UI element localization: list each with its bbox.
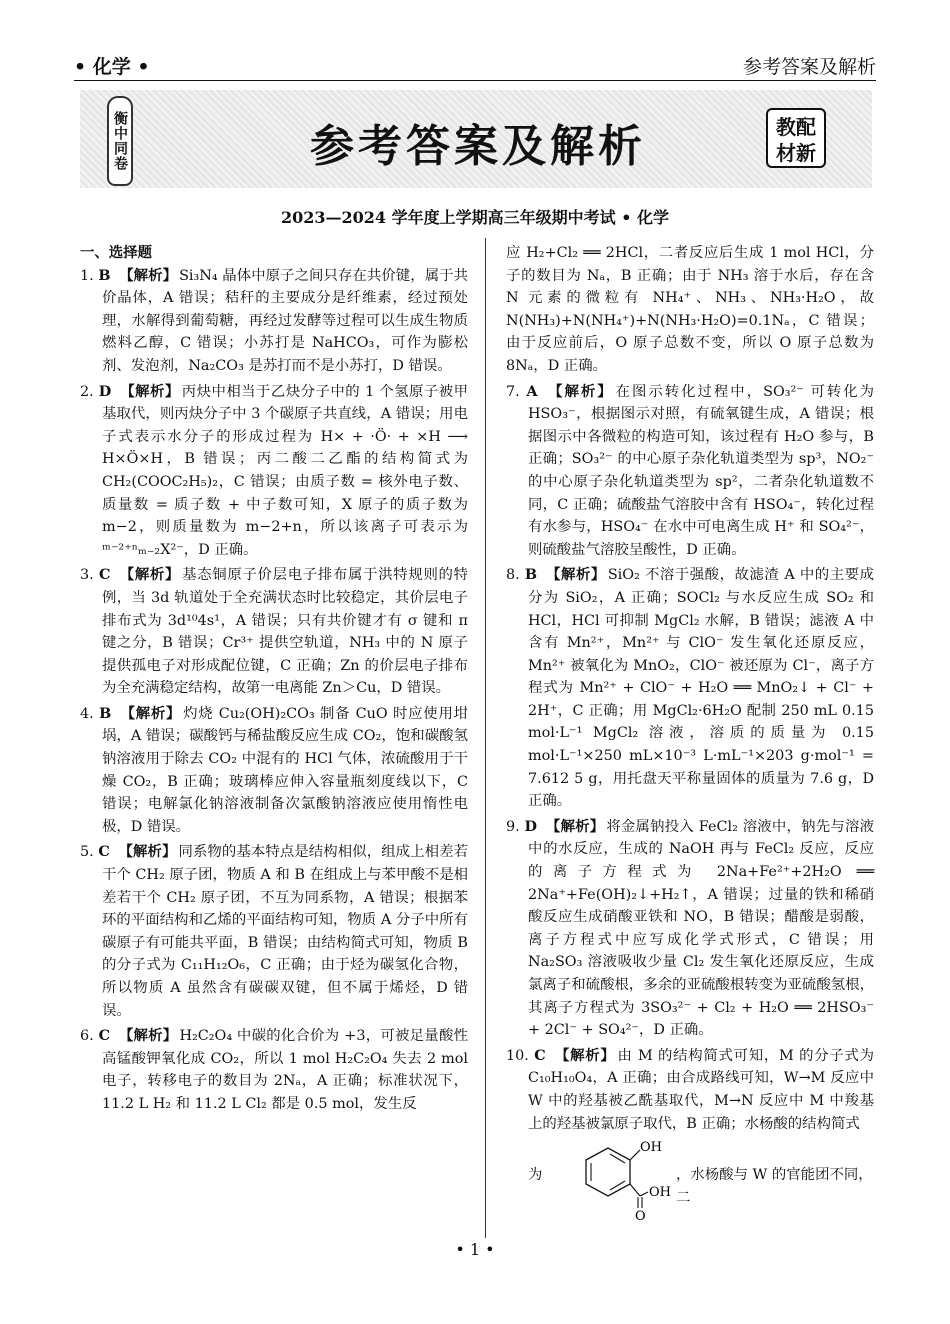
right-column (506, 242, 874, 1222)
question-4 (80, 703, 468, 839)
q-label: 【解析】 (120, 704, 182, 722)
hengzhong-stamp: 衡中同卷 (107, 96, 133, 186)
q-text: 由 M 的结构简式可知，M 的分子式为 C₁₀H₁₀O₄，A 正确；由合成路线可知，W→M 反应中 W 中的羟基被乙酰基取代，M→N 反应中 M 中羧基上的羟基被氯原子取代，B 正确；水杨酸的结构简式 (528, 1047, 874, 1132)
q-text: 在图示转化过程中，SO₃²⁻ 可转化为 HSO₃⁻，根据图示对照，有硫氧键生成，A 错误；根据图示中各微粒的构造可知，该过程有 H₂O 参与，B 正确；SO₃²⁻ 的中心原子杂化轨道类型为 sp³，NO₂⁻ 的中心原子杂化轨道类型为 sp²，二者杂化轨道数不同，C 正确；硫酸盐气溶胶中含有 HSO₄⁻，转化过程有水参与，HSO₄⁻ 在水中可电离生成 H⁺ 和 SO₄²⁻，则硫酸盐气溶胶呈酸性，D 正确。 (528, 383, 874, 558)
benzene-ring (586, 1148, 630, 1196)
q-label: 【解析】 (546, 566, 606, 584)
q-number: 10. (506, 1047, 529, 1064)
q-answer: B (98, 266, 111, 284)
q-text: 应 H₂+Cl₂ ══ 2HCl，二者反应后生成 1 mol HCl，分子的数目为 Nₐ，B 正确；由于 NH₃ 溶于水后，存在含 N 元素的微粒有 NH₄⁺、NH₃、NH₃·H₂O，故 N(NH₃)+N(NH₄⁺)+N(NH₃·H₂O)=0.1Nₐ，C 错误；由于反应前后，O 原子总数不变，所以 O 原子总数为 8Nₐ，D 正确。 (506, 245, 874, 374)
header-subject: • 化学 • (74, 56, 150, 78)
question-8 (506, 564, 874, 813)
question-7 (506, 381, 874, 562)
q-text: Si₃N₄ 晶体中原子之间只存在共价键，属于共价晶体，A 错误；秸秆的主要成分是纤维素，经过预处理，水解得到葡萄糖，再经过发酵等过程可以生成生物质燃料乙醇，C 错误；小苏打是 NaHCO₃，可作为膨松剂、发泡剂，Na₂CO₃ 是苏打而不是小苏打，D 错误。 (102, 267, 469, 374)
label-o-bottom: O (635, 1209, 646, 1223)
q-label: 【解析】 (119, 566, 181, 584)
q-number: 4. (80, 705, 94, 722)
exam-title: 2023—2024 学年度上学期高三年级期中考试 • 化学 (280, 208, 669, 227)
page-number: • 1 • (455, 1240, 495, 1259)
q-label: 【解析】 (554, 1046, 616, 1064)
q-label: 【解析】 (118, 843, 177, 861)
q-answer: C (534, 1046, 546, 1064)
q-text: 基态铜原子价层电子排布属于洪特规则的特例，当 3d 轨道处于全充满状态时比较稳定，其价层电子排布式为 3d¹⁰4s¹，A 错误；只有共价键才有 σ 键和 π 键之分，B 错误；Cr³⁺ 提供空轨道，NH₃ 中的 N 原子提供孤电子对形成配位键，C 正确；Zn 的价层电子排布为全充满稳定结构，故第一电离能 Zn＞Cu，D 错误。 (102, 567, 469, 697)
q-number: 3. (80, 567, 94, 584)
q-label: 【解析】 (548, 382, 614, 400)
question-1 (80, 265, 468, 378)
q-number: 9. (506, 818, 520, 835)
q-label: 【解析】 (545, 817, 605, 835)
q-text: 将金属钠投入 FeCl₂ 溶液中，钠先与溶液中的水反应，生成的 NaOH 再与 FeCl₂ 反应，反应的离子方程式为 2Na+Fe²⁺+2H₂O ══ 2Na⁺+Fe(OH)₂↓+H₂↑，A 错误；过量的铁和稀硝酸反应生成硝酸亚铁和 NO，B 错误；醋酸是弱酸，离子方程式中应写成化学式形式，C 错误；用 Na₂SO₃ 溶液吸收少量 Cl₂ 发生氧化还原反应，生成氯离子和硫酸根，多余的亚硫酸根转变为亚硫酸氢根，其离子方程式为 3SO₃²⁻ + Cl₂ + H₂O ══ 2HSO₃⁻ + 2Cl⁻ + SO₄²⁻，D 正确。 (528, 818, 875, 1039)
q-answer: C (98, 843, 110, 861)
banner-title: 参考答案及解析 (310, 121, 646, 172)
column-divider (485, 238, 486, 1238)
structure-prefix: 为 (528, 1167, 543, 1184)
q-answer: B (524, 566, 538, 584)
carboxyl-bond (630, 1184, 640, 1196)
q-number: 1. (80, 267, 94, 284)
section-heading: 一、选择题 (80, 244, 152, 261)
new-textbook-tag (766, 108, 826, 168)
hydroxyl-bond (630, 1150, 640, 1160)
salicylic-acid-diagram (556, 1138, 674, 1222)
q-answer: C (98, 1027, 111, 1045)
q-answer: A (526, 382, 538, 400)
question-6 (80, 1025, 468, 1115)
label-oh-top: OH (640, 1140, 662, 1156)
question-2 (80, 381, 468, 562)
q-number: 5. (80, 844, 94, 861)
q-number: 6. (80, 1028, 94, 1045)
label-oh-right: OH (649, 1185, 671, 1201)
question-9 (506, 816, 874, 1042)
q-text: 同系物的基本特点是结构相似，组成上相差若干个 CH₂ 原子团，物质 A 和 B 在组成上与苯甲酸不是相差若干个 CH₂ 原子团，不互为同系物，A 错误；根据苯环的平面结构和乙烯的平面结构可知，物质 A 分子中所有碳原子有可能共平面，B 错误；由结构简式可知，物质 B 的分子式为 C₁₁H₁₂O₆，C 正确；由于烃为碳氢化合物，所以物质 A 虽然含有碳碳双键，但不属于烯烃，D 错误。 (102, 844, 468, 1019)
salicylic-acid-structure (528, 1138, 874, 1222)
q-number: 7. (506, 383, 520, 400)
question-3 (80, 564, 468, 700)
header-title: 参考答案及解析 (742, 56, 876, 78)
q-label: 【解析】 (118, 1027, 178, 1045)
q-answer: C (99, 566, 111, 584)
header-rule (74, 80, 876, 81)
title-banner (80, 90, 872, 188)
q-text: H₂C₂O₄ 中碳的化合价为 +3，可被足量酸性高锰酸钾氧化成 CO₂，所以 1 mol H₂C₂O₄ 失去 2 mol 电子，转移电子的数目为 2Nₐ，A 正确；标准状况下，11.2 L H₂ 和 11.2 L Cl₂ 都是 0.5 mol，发生反 (102, 1028, 468, 1112)
q-text: 灼烧 Cu₂(OH)₂CO₃ 制备 CuO 时应使用坩埚，A 错误；碳酸钙与稀盐酸反应生成 CO₂，饱和碳酸氢钠溶液用于除去 CO₂ 中混有的 HCl 气体，浓硫酸用于干燥 CO₂，B 正确；玻璃棒应伸入容量瓶刻度线以下，C 错误；电解氯化钠溶液制备次氯酸钠溶液应使用惰性电极，D 错误。 (102, 705, 468, 835)
tag-line-1: 教配 (776, 115, 816, 139)
tag-line-2: 材新 (776, 141, 816, 165)
structure-suffix: ，水杨酸与 W 的官能团不同，二 (676, 1167, 873, 1206)
carboxyl-oh-bond (640, 1192, 648, 1196)
question-10 (506, 1045, 874, 1135)
question-5 (80, 841, 468, 1022)
q-label: 【解析】 (120, 382, 180, 400)
q-number: 8. (506, 567, 520, 584)
q-answer: D (98, 382, 112, 400)
q-text: 丙炔中相当于乙炔分子中的 1 个氢原子被甲基取代，则丙炔分子中 3 个碳原子共直线，A 错误；用电子式表示水分子的形成过程为 H× + ·Ö· + ×H ⟶ H×Ö×H，B 错误；丙二酸二乙酯的结构简式为 CH₂(COOC₂H₅)₂，C 错误；由质子数 = 核外电子数、质量数 = 质子数 + 中子数可知，X 原子的质子数为 m−2，则质量数为 m−2+n，所以该离子可表示为 ᵐ⁻²⁺ⁿₘ₋₂X²⁻，D 正确。 (102, 383, 468, 558)
left-column (80, 242, 468, 1119)
q-text: SiO₂ 不溶于强酸，故滤渣 A 中的主要成分为 SiO₂，A 正确；SOCl₂ 与水反应生成 SO₂ 和 HCl，HCl 可抑制 MgCl₂ 水解，B 错误；滤液 A 中含有 Mn²⁺，Mn²⁺ 与 ClO⁻ 发生氧化还原反应，Mn²⁺ 被氧化为 MnO₂，ClO⁻ 被还原为 Cl⁻，离子方程式为 Mn²⁺ + ClO⁻ + H₂O ══ MnO₂↓ + Cl⁻ + 2H⁺，C 正确；用 MgCl₂·6H₂O 配制 250 mL 0.15 mol·L⁻¹ MgCl₂ 溶液，溶质的质量为 0.15 mol·L⁻¹×250 mL×10⁻³ L·mL⁻¹×203 g·mol⁻¹ = 7.612 5 g，用托盘天平称量固体的质量为 7.6 g，D 正确。 (528, 567, 874, 810)
q-label: 【解析】 (119, 266, 178, 284)
q-number: 2. (80, 383, 94, 400)
q-answer: B (99, 704, 112, 722)
q-answer: D (524, 817, 538, 835)
question-6-continued (506, 242, 874, 378)
